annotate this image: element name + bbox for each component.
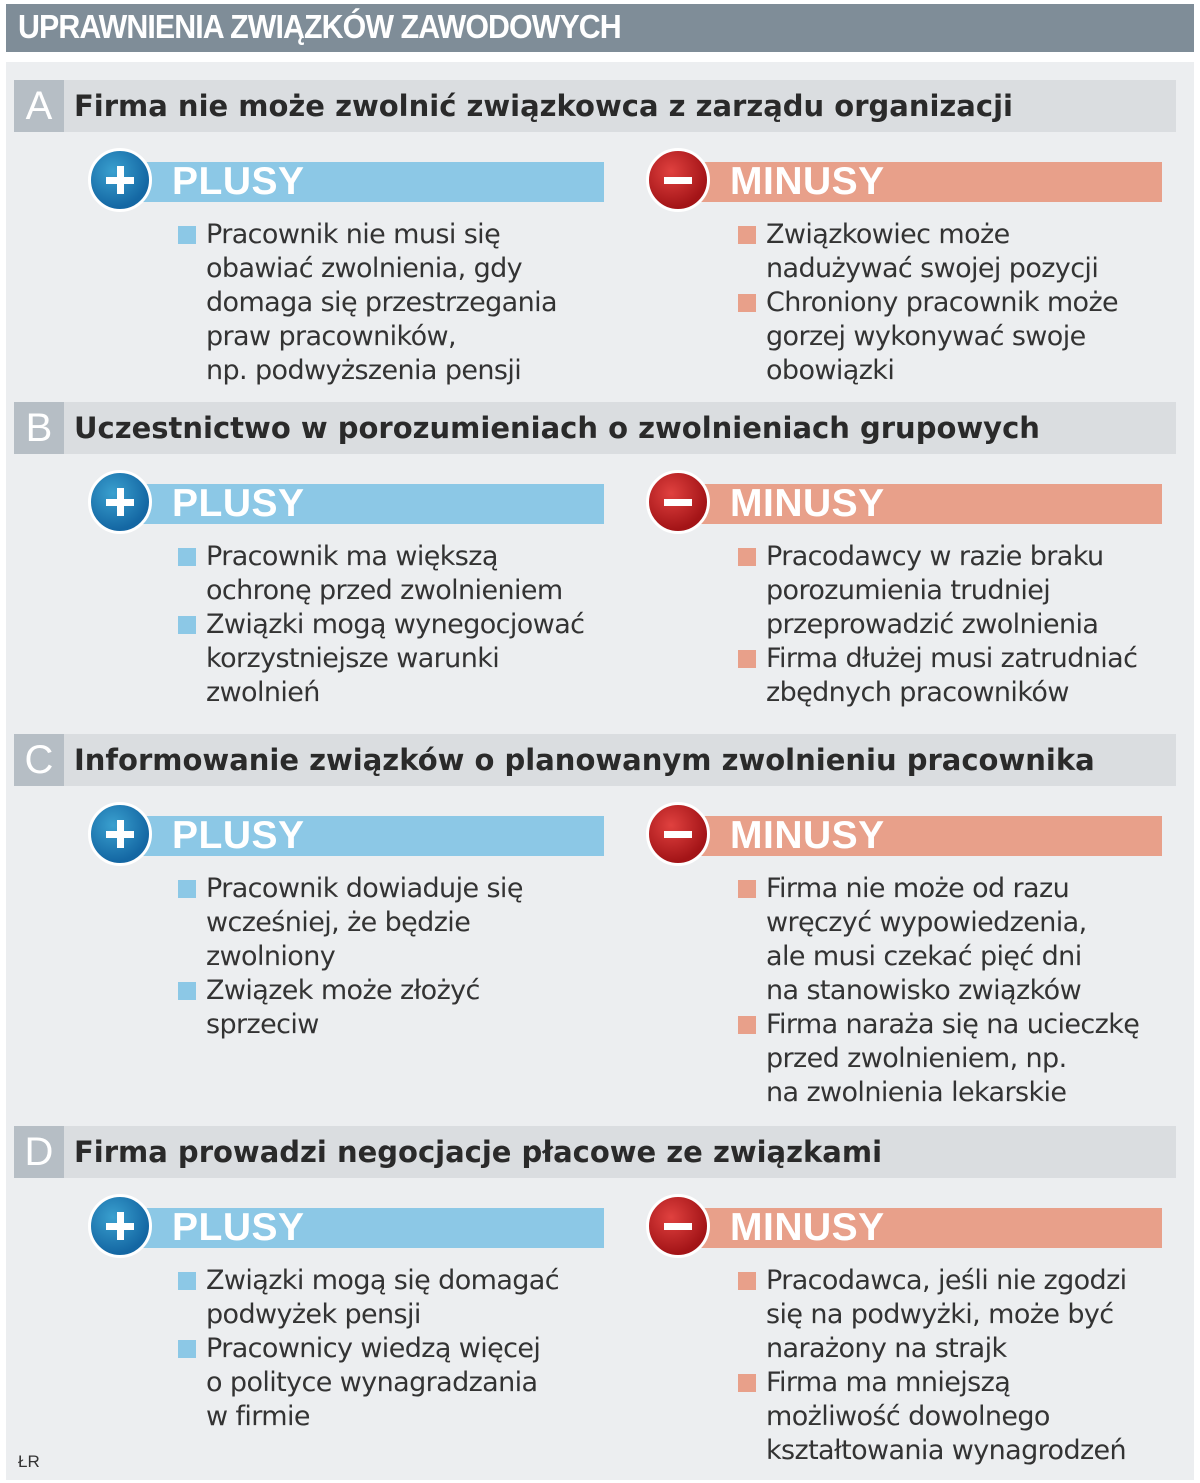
minus-list xyxy=(738,540,1178,710)
bullet-square-icon xyxy=(178,226,196,244)
plus-icon xyxy=(88,802,152,866)
minus-header-bar xyxy=(696,162,1162,202)
section-title: Firma prowadzi negocjacje płacowe ze związkami xyxy=(74,1135,883,1169)
section-letter: C xyxy=(14,734,64,786)
plus-header-bar xyxy=(138,1208,604,1248)
minus-icon xyxy=(646,802,710,866)
list-item-text: Pracownik ma większą ochronę przed zwolnieniem xyxy=(206,541,563,606)
minus-icon xyxy=(646,470,710,534)
list-item-text: Związkowiec może nadużywać swojej pozycji xyxy=(766,219,1099,284)
plus-icon xyxy=(88,470,152,534)
plus-label: PLUSY xyxy=(172,482,305,525)
section-title: Informowanie związków o planowanym zwolnieniu pracownika xyxy=(74,743,1095,777)
list-item xyxy=(738,540,1178,642)
list-item xyxy=(738,872,1178,1008)
list-item xyxy=(738,286,1178,388)
section-title: Uczestnictwo w porozumieniach o zwolnieniach grupowych xyxy=(74,411,1040,445)
minus-label: MINUSY xyxy=(730,814,885,857)
list-item xyxy=(178,1332,618,1434)
list-item xyxy=(178,540,618,608)
list-item-text: Pracownicy wiedzą więcej o polityce wynagradzania w firmie xyxy=(206,1333,541,1432)
list-item-text: Pracownik dowiaduje się wcześniej, że będzie zwolniony xyxy=(206,873,523,972)
author-credit: ŁR xyxy=(18,1452,40,1471)
list-item-text: Firma naraża się na ucieczkę przed zwolnieniem, np. na zwolnienia lekarskie xyxy=(766,1009,1140,1108)
list-item xyxy=(178,608,618,710)
bullet-square-icon xyxy=(178,548,196,566)
minus-list xyxy=(738,872,1178,1110)
list-item-text: Pracownik nie musi się obawiać zwolnienia, gdy domaga się przestrzegania praw pracowników, np. podwyższenia pensji xyxy=(206,219,557,386)
section-letter: A xyxy=(14,80,64,132)
minus-header-bar xyxy=(696,484,1162,524)
minus-icon xyxy=(646,1194,710,1258)
section-header xyxy=(14,734,1176,786)
minus-header-bar xyxy=(696,816,1162,856)
list-item xyxy=(738,642,1178,710)
bullet-square-icon xyxy=(738,650,756,668)
minus-list xyxy=(738,218,1178,388)
minus-icon xyxy=(646,148,710,212)
section-letter: B xyxy=(14,402,64,454)
list-item xyxy=(738,1366,1178,1468)
list-item xyxy=(738,1264,1178,1366)
plus-icon xyxy=(88,148,152,212)
list-item xyxy=(178,1264,618,1332)
list-item-text: Firma ma mniejszą możliwość dowolnego kształtowania wynagrodzeń xyxy=(766,1367,1127,1466)
list-item-text: Związek może złożyć sprzeciw xyxy=(206,975,480,1040)
list-item xyxy=(738,218,1178,286)
plus-header-bar xyxy=(138,162,604,202)
list-item-text: Chroniony pracownik może gorzej wykonywać swoje obowiązki xyxy=(766,287,1119,386)
minus-label: MINUSY xyxy=(730,1206,885,1249)
bullet-square-icon xyxy=(738,880,756,898)
page-title: UPRAWNIENIA ZWIĄZKÓW ZAWODOWYCH xyxy=(18,8,621,45)
section-title: Firma nie może zwolnić związkowca z zarządu organizacji xyxy=(74,89,1013,123)
bullet-square-icon xyxy=(738,1016,756,1034)
bullet-square-icon xyxy=(738,294,756,312)
plus-icon xyxy=(88,1194,152,1258)
plus-list xyxy=(178,540,618,710)
section-header xyxy=(14,402,1176,454)
list-item-text: Związki mogą wynegocjować korzystniejsze warunki zwolnień xyxy=(206,609,585,708)
bullet-square-icon xyxy=(738,1374,756,1392)
plus-label: PLUSY xyxy=(172,1206,305,1249)
minus-label: MINUSY xyxy=(730,482,885,525)
bullet-square-icon xyxy=(738,1272,756,1290)
plus-header-bar xyxy=(138,816,604,856)
list-item xyxy=(738,1008,1178,1110)
list-item xyxy=(178,218,618,388)
plus-list xyxy=(178,218,618,388)
list-item-text: Pracodawcy w razie braku porozumienia trudniej przeprowadzić zwolnienia xyxy=(766,541,1104,640)
list-item-text: Pracodawca, jeśli nie zgodzi się na podwyżki, może być narażony na strajk xyxy=(766,1265,1127,1364)
list-item-text: Związki mogą się domagać podwyżek pensji xyxy=(206,1265,560,1330)
section-header xyxy=(14,1126,1176,1178)
bullet-square-icon xyxy=(178,880,196,898)
minus-header-bar xyxy=(696,1208,1162,1248)
plus-label: PLUSY xyxy=(172,160,305,203)
minus-label: MINUSY xyxy=(730,160,885,203)
bullet-square-icon xyxy=(178,982,196,1000)
list-item-text: Firma nie może od razu wręczyć wypowiedzenia, ale musi czekać pięć dni na stanowisko związków xyxy=(766,873,1087,1006)
bullet-square-icon xyxy=(738,226,756,244)
bullet-square-icon xyxy=(178,616,196,634)
bullet-square-icon xyxy=(178,1340,196,1358)
plus-list xyxy=(178,872,618,1042)
bullet-square-icon xyxy=(178,1272,196,1290)
page-header xyxy=(6,4,1194,52)
plus-header-bar xyxy=(138,484,604,524)
plus-label: PLUSY xyxy=(172,814,305,857)
section-letter: D xyxy=(14,1126,64,1178)
list-item xyxy=(178,974,618,1042)
list-item xyxy=(178,872,618,974)
plus-list xyxy=(178,1264,618,1434)
list-item-text: Firma dłużej musi zatrudniać zbędnych pracowników xyxy=(766,643,1138,708)
section-header xyxy=(14,80,1176,132)
bullet-square-icon xyxy=(738,548,756,566)
minus-list xyxy=(738,1264,1178,1468)
